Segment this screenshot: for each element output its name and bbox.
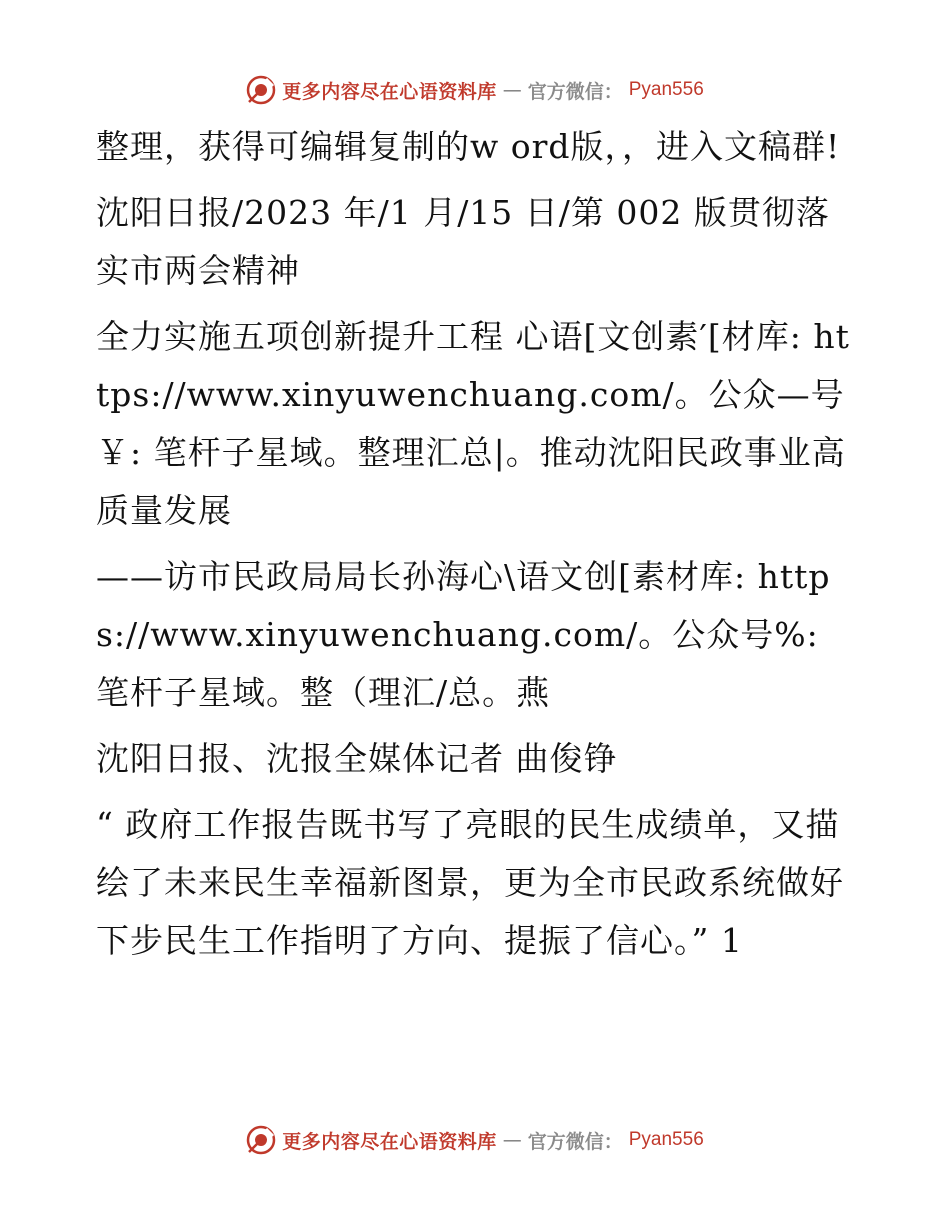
brand-logo-icon [246,75,276,105]
paragraph-byline: 沈阳日报、沈报全媒体记者 曲俊铮 [96,739,618,778]
footer-banner [0,1122,950,1158]
footer-banner-content [246,1125,704,1155]
footer-banner-text: 更多内容尽在心语资料库 [282,1130,497,1153]
paragraph-intro: 整理，获得可编辑复制的w ord版，，进入文稿群! [96,127,841,166]
header-banner-content [246,75,704,105]
header-banner-text: 更多内容尽在心语资料库 [282,80,497,103]
footer-wechat-id: Pyan556 [628,1129,704,1150]
brand-logo-icon [246,1125,276,1155]
header-wechat-label: 官方微信： [527,80,623,103]
paragraph-title: 全力实施五项创新提升工程 心语[文创素′[材库: https://www.xinyuwenchuang.com/。公众—号￥: 笔杆子星域。整理汇总|。推动沈阳民政事业高质量发展 [96,317,850,530]
header-banner [0,72,950,108]
paragraph-source-headline: 沈阳日报/2023 年/1 月/15 日/第 002 版贯彻落实市两会精神 [96,193,830,290]
footer-banner-separator: — [502,1129,522,1151]
header-wechat-id: Pyan556 [628,79,704,100]
document-body [96,118,856,978]
header-banner-separator: — [502,79,522,101]
footer-wechat-label: 官方微信： [527,1130,623,1153]
paragraph-quote: “ 政府工作报告既书写了亮眼的民生成绩单，又描绘了未来民生幸福新图景，更为全市民政系统做好下步民生工作指明了方向、提振了信心。” 1 [96,805,844,960]
paragraph-subtitle: ——访市民政局局长孙海心\语文创[素材库: https://www.xinyuwenchuang.com/。公众号%: 笔杆子星域。整（理汇/总。燕 [96,557,831,712]
